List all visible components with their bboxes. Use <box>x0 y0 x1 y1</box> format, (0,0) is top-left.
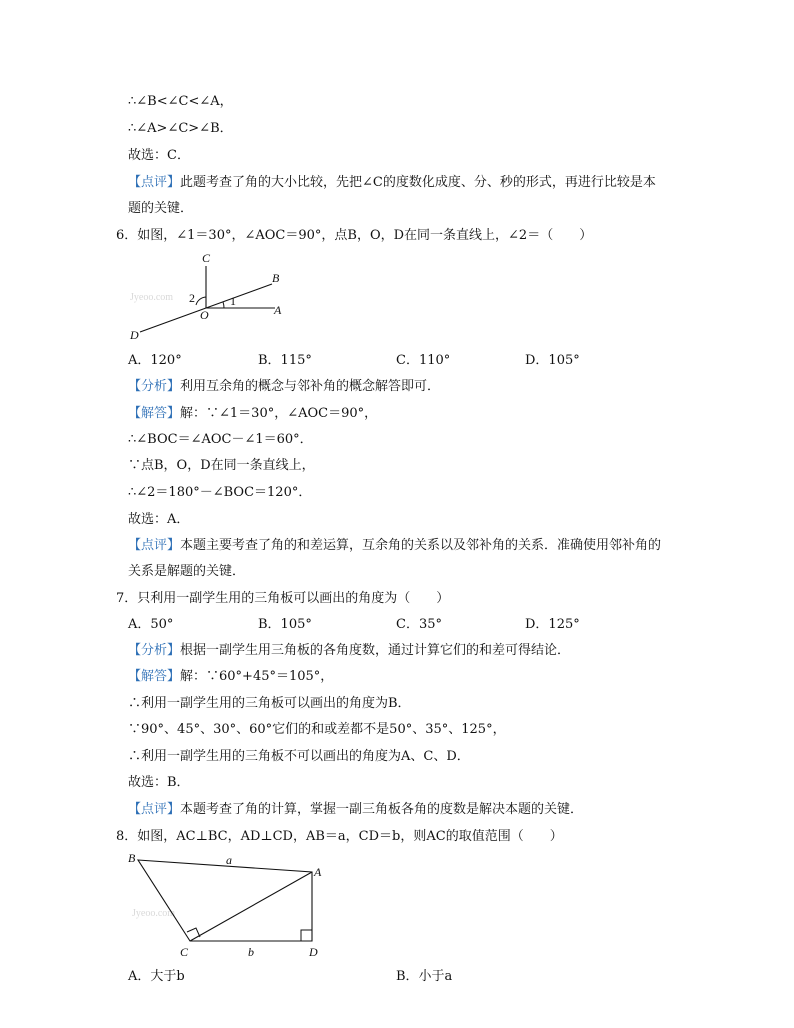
solution-text: 解：∵60°+45°＝105°， <box>180 669 334 684</box>
comment-text: 本题考查了角的计算，掌握一副三角板各角的度数是解决本题的关键． <box>180 802 584 817</box>
label-b: b <box>248 945 254 959</box>
q6-comment-2: 关系是解题的关键． <box>128 564 246 579</box>
comment-q5 <box>128 174 656 192</box>
q7-step-1: ∴利用一副学生用的三角板可以画出的角度为B． <box>128 696 411 711</box>
q6-option-a: A．120° <box>128 353 182 368</box>
label-C: C <box>180 945 189 959</box>
solution-tag: 【解答】 <box>128 406 181 421</box>
q8-option-b: B．小于a <box>396 969 453 984</box>
label-C: C <box>202 251 211 265</box>
comment-tag: 【点评】 <box>128 802 181 817</box>
analysis-text: 根据一副学生用三角板的各角度数，通过计算它们的和差可得结论． <box>180 643 571 658</box>
label-D: D <box>309 945 318 959</box>
q6-step-3: ∴∠2＝180°－∠BOC＝120°． <box>128 485 312 500</box>
q6-option-b: B．115° <box>258 353 312 368</box>
q6-step-1: ∴∠BOC＝∠AOC－∠1＝60°． <box>128 432 313 447</box>
question-7: 7．只利用一副学生用的三角板可以画出的角度为（ ） <box>116 591 450 606</box>
figure-q8 <box>120 848 330 960</box>
label-B: B <box>272 271 280 285</box>
label-D: D <box>130 328 139 342</box>
analysis-tag: 【分析】 <box>128 643 181 658</box>
q6-step-2: ∵点B，O，D在同一条直线上， <box>128 458 315 473</box>
question-8: 8．如图，AC⊥BC，AD⊥CD，AB＝a，CD＝b，则AC的取值范围（ ） <box>116 829 563 844</box>
q6-option-d: D．105° <box>525 353 580 368</box>
comment-text: 此题考查了角的大小比较，先把∠C的度数化成度、分、秒的形式，再进行比较是本 <box>180 175 656 190</box>
label-B: B <box>128 851 136 865</box>
figure-q6 <box>120 250 300 342</box>
q8-option-a: A．大于b <box>128 969 185 984</box>
analysis-tag: 【分析】 <box>128 379 181 394</box>
q7-option-c: C．35° <box>396 617 442 632</box>
line-l5: 题的关键． <box>128 201 194 216</box>
q6-analysis <box>128 378 440 396</box>
watermark: Jyeoo.com <box>130 292 174 303</box>
q7-option-d: D．125° <box>525 617 580 632</box>
label-angle-1: 1 <box>230 294 236 308</box>
line-l3: 故选：C． <box>128 148 190 163</box>
q7-step-2: ∵90°、45°、30°、60°它们的和或差都不是50°、35°、125°， <box>128 722 506 737</box>
q6-answer: 故选：A． <box>128 512 190 527</box>
label-A: A <box>274 303 282 317</box>
q7-option-a: A．50° <box>128 617 174 632</box>
q7-solution <box>128 668 333 686</box>
q7-answer: 故选：B． <box>128 775 190 790</box>
line-l2: ∴∠A>∠C>∠B． <box>128 121 233 136</box>
q6-option-c: C．110° <box>396 353 451 368</box>
label-O: O <box>200 308 209 322</box>
label-A: A <box>314 865 322 879</box>
comment-tag: 【点评】 <box>128 175 181 190</box>
analysis-text: 利用互余角的概念与邻补角的概念解答即可． <box>180 379 441 394</box>
label-angle-2: 2 <box>189 291 195 305</box>
comment-tag: 【点评】 <box>128 538 181 553</box>
q7-analysis <box>128 642 570 660</box>
solution-tag: 【解答】 <box>128 669 181 684</box>
q7-step-3: ∴利用一副学生用的三角板不可以画出的角度为A、C、D． <box>128 749 470 764</box>
label-a: a <box>226 853 232 867</box>
comment-text: 本题主要考查了角的和差运算，互余角的关系以及邻补角的关系．准确使用邻补角的 <box>180 538 662 553</box>
q7-comment <box>128 801 583 819</box>
q6-solution <box>128 405 377 423</box>
line-l1: ∴∠B<∠C<∠A， <box>128 94 233 109</box>
question-6: 6．如图，∠1＝30°，∠AOC＝90°，点B，O，D在同一条直线上，∠2＝（ ） <box>116 228 593 243</box>
q7-option-b: B．105° <box>258 617 312 632</box>
solution-text: 解：∵∠1＝30°，∠AOC＝90°， <box>180 406 378 421</box>
watermark: Jyeoo.com <box>132 908 176 919</box>
q6-comment <box>128 537 661 555</box>
